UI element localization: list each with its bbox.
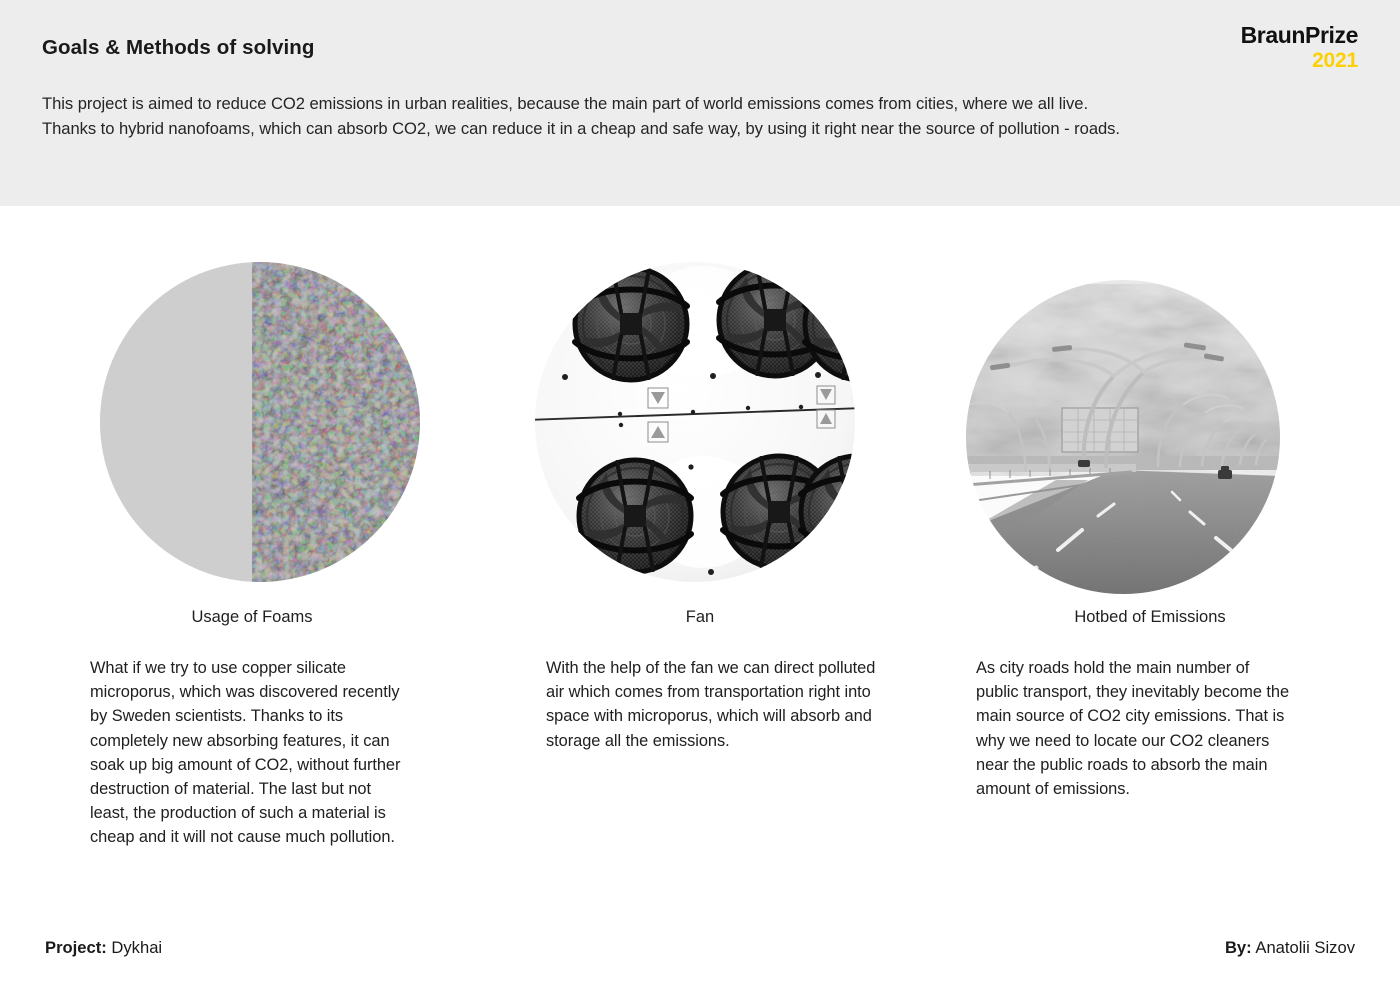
caption-emissions: Hotbed of Emissions [1074, 608, 1226, 626]
caption-fan: Fan [685, 608, 715, 626]
intro-paragraph: This project is aimed to reduce CO2 emissions in urban realities, because the main part of world emissions comes from cities, where we all live. Thanks to hybrid nanofoams, which can absorb CO2, we can reduce it in a cheap and safe way, by using it right near the source of pollution - roads. [42, 94, 1120, 138]
body-text-foams: What if we try to use copper silicate microporus, which was discovered recently by Sweden scientists. Thanks to its completely new absorbing features, it can soak up big amount of CO2, without further destruction of material. The last but not least, the production of such a material is cheap and it will not cause much pollution. [90, 659, 401, 847]
foam-microstructure-photo [100, 262, 420, 582]
highway-road-photo [966, 280, 1280, 594]
image-frame [490, 240, 910, 600]
footer-author [1225, 938, 1355, 958]
logo-year: 2021 [1312, 49, 1358, 72]
column-fan [490, 240, 910, 600]
body-text-fan: With the help of the fan we can direct polluted air which comes from transportation right into space with microporus, which will absorb and storage all the emissions. [546, 659, 876, 750]
author-value: Anatolii Sizov [1251, 938, 1355, 957]
author-label: By: [1224, 938, 1252, 957]
industrial-fan-array-photo [535, 262, 855, 582]
column-foams [42, 240, 462, 600]
footer-project [45, 938, 162, 958]
caption-foams: Usage of Foams [191, 608, 313, 626]
project-label: Project: [45, 938, 107, 957]
image-frame [940, 240, 1360, 600]
column-emissions [940, 240, 1360, 600]
project-value: Dykhai [106, 938, 163, 957]
logo-name: BraunPrize [1240, 22, 1358, 48]
body-text-emissions: As city roads hold the main number of public transport, they inevitably become the main source of CO2 city emissions. That is why we need to locate our CO2 cleaners near the public roads to absorb the main amount of emissions. [976, 659, 1290, 799]
braunprize-logo [1241, 24, 1358, 71]
page-title: Goals & Methods of solving [42, 36, 315, 59]
image-frame [42, 240, 462, 600]
